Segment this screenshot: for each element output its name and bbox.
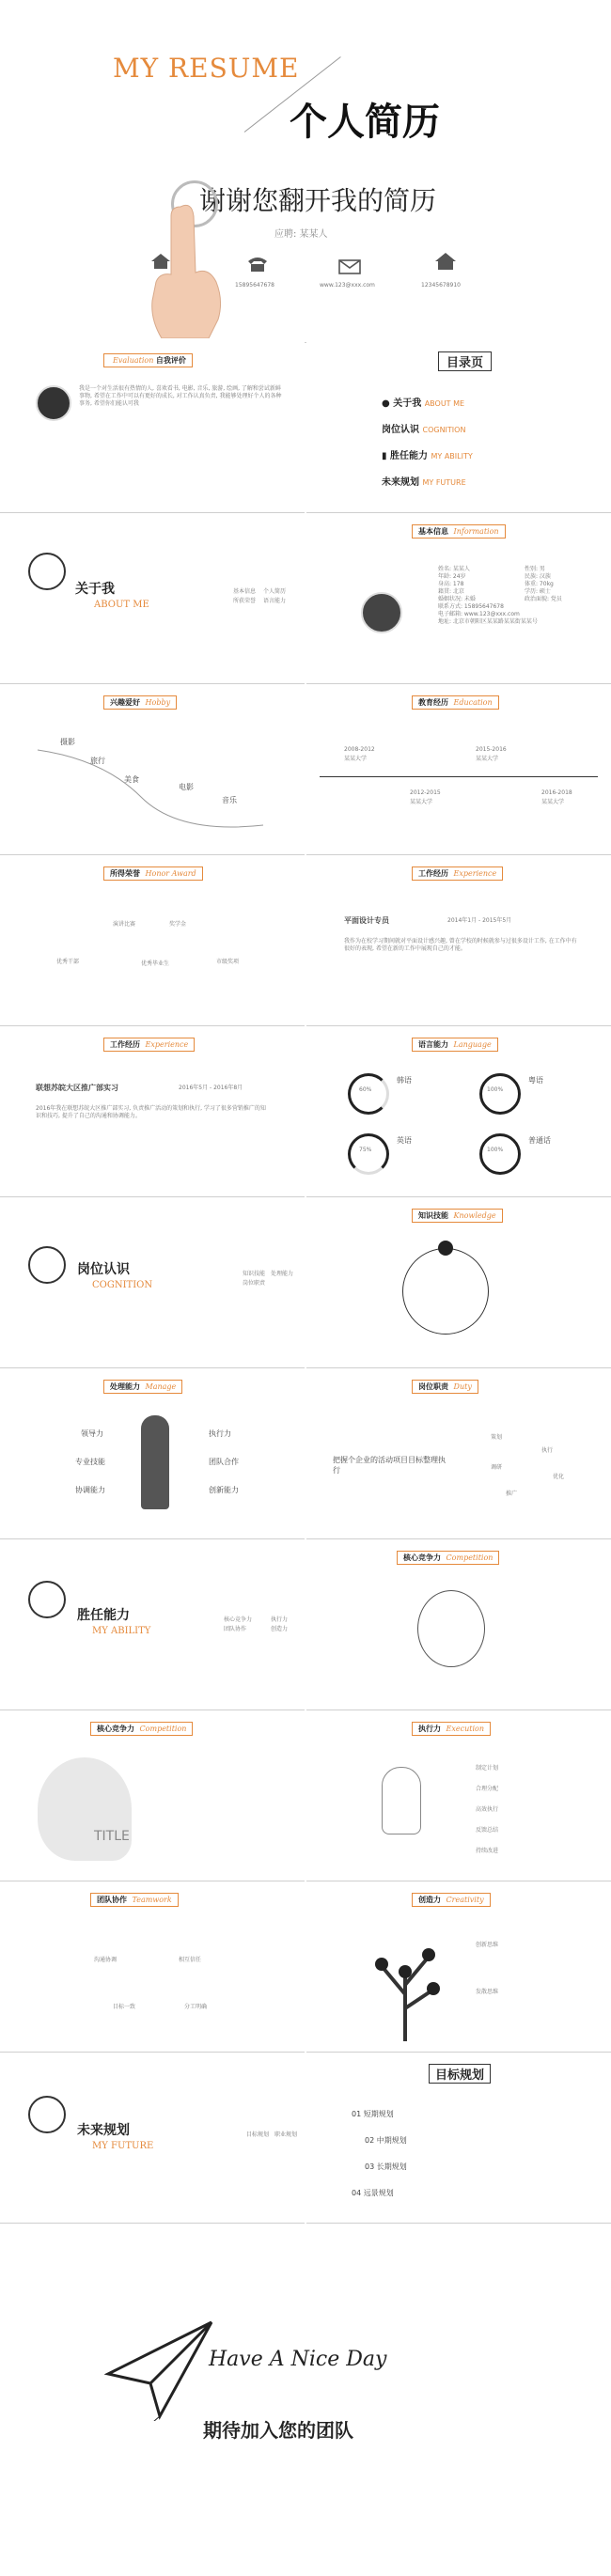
team-item-2: 相互信任 xyxy=(179,1957,202,1963)
about-cn: 关于我 xyxy=(75,582,115,597)
duty-tag xyxy=(412,1380,478,1394)
basic-row: 民族: 汉族 xyxy=(525,573,551,580)
honor-title: 所得荣誉 xyxy=(110,869,140,878)
work2-job: 联想苏皖大区推广部实习 xyxy=(36,1084,118,1092)
head-gear-icon xyxy=(417,1590,485,1667)
create-item-2: 发散思维 xyxy=(476,1989,499,1995)
lang-name-4: 普通话 xyxy=(528,1136,551,1145)
goal-title: 目标规划 xyxy=(429,2064,491,2084)
exec-item-3: 高效执行 xyxy=(476,1806,499,1813)
work1-en: Experience xyxy=(453,869,497,878)
about-item-3: 所获荣誉 xyxy=(233,598,257,604)
future-pen-icon xyxy=(28,2096,66,2133)
exec-tag xyxy=(412,1722,491,1736)
handle-en: Manage xyxy=(145,1382,177,1391)
mail-icon xyxy=(338,259,361,274)
create-title: 创造力 xyxy=(418,1896,441,1904)
cognition-item-3: 岗位职责 xyxy=(243,1280,266,1287)
slide-core1 xyxy=(306,1539,611,1710)
core1-title: 核心竞争力 xyxy=(403,1553,441,1562)
lang-name-3: 英语 xyxy=(397,1136,412,1145)
hobby-item-4: 电影 xyxy=(179,783,194,791)
toc-item-4-en: MY FUTURE xyxy=(422,478,466,487)
end-cn: 期待加入您的团队 xyxy=(203,2419,353,2442)
ability-en: MY ABILITY xyxy=(92,1626,151,1636)
bulb-icon xyxy=(382,1767,421,1834)
house-icon xyxy=(434,252,457,271)
exec-item-1: 制定计划 xyxy=(476,1765,499,1772)
toc-item-1-cn: 关于我 xyxy=(393,398,422,409)
toc-item-3-cn: 胜任能力 xyxy=(390,451,428,461)
basic-row: 联系方式: 15895647678 xyxy=(438,603,504,610)
work2-tag xyxy=(103,1038,195,1052)
cover-email: www.123@xxx.com xyxy=(320,282,375,289)
lang-en: Language xyxy=(453,1040,492,1049)
basic-row: 年龄: 24岁 xyxy=(438,573,466,580)
slide-about xyxy=(0,513,305,684)
slide-edu xyxy=(306,684,611,855)
hobby-item-5: 音乐 xyxy=(222,796,237,804)
team-item-4: 分工明确 xyxy=(184,2004,208,2010)
duty-item-2: 执行 xyxy=(541,1447,554,1454)
slide-future xyxy=(0,2053,305,2224)
cover-title-cn: 个人简历 xyxy=(290,101,440,144)
basic-row: 政治面貌: 党员 xyxy=(525,596,562,602)
goal-item-4: 04 远景规划 xyxy=(352,2189,394,2197)
self-eval-text: 我是一个对生活很有热情的人, 喜欢看书, 电影, 音乐, 旅游, 绘画, 了解和尝试新鲜事物, 希望在工作中可以有更好的成长, 对工作认真负责, 我能够处理好个人的各种事务, 希望你们能认可我 xyxy=(79,385,282,407)
handle-left-3: 协调能力 xyxy=(75,1486,105,1494)
toc-item-1-en: ABOUT ME xyxy=(424,399,465,408)
cognition-icon xyxy=(28,1246,66,1284)
edu-school: 某某大学 xyxy=(410,799,433,805)
cover-apply: 应聘: 某某人 xyxy=(274,229,328,240)
toc-title: 目录页 xyxy=(438,351,492,371)
about-item-4: 语言能力 xyxy=(263,598,287,604)
lang-title: 语言能力 xyxy=(418,1040,448,1049)
slide-knowledge xyxy=(306,1197,611,1368)
mic-icon: ● xyxy=(382,398,390,409)
core1-tag xyxy=(397,1551,499,1565)
work1-title: 工作经历 xyxy=(418,869,448,878)
slide-exec xyxy=(306,1710,611,1881)
basic-row: 姓名: 某某人 xyxy=(438,566,470,572)
chart-icon: ▮ xyxy=(382,451,387,461)
hobby-item-1: 摄影 xyxy=(60,738,75,746)
future-en: MY FUTURE xyxy=(92,2141,154,2151)
handle-left-2: 专业技能 xyxy=(75,1458,105,1466)
ability-item-4: 创造力 xyxy=(271,1626,289,1632)
handle-right-2: 团队合作 xyxy=(209,1458,239,1466)
duty-item-4: 优化 xyxy=(553,1474,565,1480)
slide-handle xyxy=(0,1368,305,1539)
basic-en: Information xyxy=(453,527,499,536)
honor-item-5: 市级奖项 xyxy=(216,959,240,965)
future-item-1: 目标规划 xyxy=(246,2131,270,2138)
cover-phone: 15895647678 xyxy=(235,282,274,289)
core2-en: Competition xyxy=(139,1725,187,1733)
work1-job: 平面设计专员 xyxy=(344,916,389,925)
lang-ring-4 xyxy=(479,1133,521,1175)
basic-rows xyxy=(438,566,598,626)
hobby-tag xyxy=(103,695,177,710)
edu-en: Education xyxy=(453,698,493,707)
toc-item-4 xyxy=(382,474,466,488)
edu-school: 某某大学 xyxy=(476,756,499,762)
basic-row: 籍贯: 北京 xyxy=(438,588,464,595)
cognition-item-2: 处理能力 xyxy=(271,1271,294,1277)
slide-core2 xyxy=(0,1710,305,1881)
honor-item-2: 演讲比赛 xyxy=(113,921,136,928)
honor-item-1: 优秀干部 xyxy=(56,959,80,965)
cover-title-en: MY RESUME xyxy=(113,53,300,84)
cover-thanks: 谢谢您翻开我的简历 xyxy=(199,185,437,216)
lang-ring-2 xyxy=(479,1073,521,1115)
core2-title: 核心竞争力 xyxy=(97,1725,134,1733)
edu-title: 教育经历 xyxy=(418,698,448,707)
slide-duty xyxy=(306,1368,611,1539)
handle-title: 处理能力 xyxy=(110,1382,140,1391)
knowledge-en: Knowledge xyxy=(453,1211,496,1220)
basic-title: 基本信息 xyxy=(418,527,448,536)
duty-item-3: 调研 xyxy=(491,1464,503,1471)
team-tag xyxy=(90,1893,179,1907)
lang-score-2: 100% xyxy=(487,1086,504,1093)
exec-en: Execution xyxy=(446,1725,485,1733)
edu-timeline xyxy=(320,776,598,777)
ability-item-2: 执行力 xyxy=(271,1616,289,1623)
edu-year: 2015-2016 xyxy=(476,746,507,753)
slide-work1 xyxy=(306,855,611,1026)
end-slide xyxy=(0,2224,611,2576)
toc-item-3 xyxy=(382,447,473,461)
honor-item-3: 奖学金 xyxy=(169,921,187,928)
duty-item-5: 推广 xyxy=(506,1491,518,1497)
slide-toc xyxy=(306,342,611,513)
phone-icon xyxy=(246,256,269,273)
duty-en: Duty xyxy=(453,1382,472,1391)
goal-item-1: 01 短期规划 xyxy=(352,2110,394,2118)
hobby-title: 兴趣爱好 xyxy=(110,698,140,707)
work2-title: 工作经历 xyxy=(110,1040,140,1049)
future-cn: 未来规划 xyxy=(77,2123,130,2138)
handle-right-3: 创新能力 xyxy=(209,1486,239,1494)
work2-text: 2016年我在联想苏皖大区推广部实习, 负责推广活动的策划和执行, 学习了很多营销推广的知识和技巧, 提升了自己的沟通和协调能力。 xyxy=(36,1105,266,1119)
about-en: ABOUT ME xyxy=(94,600,149,610)
work1-tag xyxy=(412,866,503,881)
toc-item-1 xyxy=(382,395,464,409)
cognition-en: COGNITION xyxy=(92,1280,153,1290)
team-item-1: 沟通协调 xyxy=(94,1957,118,1963)
future-item-2: 职业规划 xyxy=(274,2131,298,2138)
ability-cn: 胜任能力 xyxy=(77,1608,130,1623)
edu-tag xyxy=(412,695,499,710)
exec-item-2: 合理分配 xyxy=(476,1786,499,1792)
work1-text: 我作为在校学习期间就对平面设计感兴趣, 曾在学校的时候就参与过很多设计工作, 在工作中有很好的表现, 希望在新的工作中展现自己的才能。 xyxy=(344,938,577,952)
duty-title: 岗位职责 xyxy=(418,1382,448,1391)
handle-right-1: 执行力 xyxy=(209,1429,231,1438)
slide-hobby xyxy=(0,684,305,855)
person-icon xyxy=(141,1415,169,1509)
honor-item-4: 优秀毕业生 xyxy=(141,960,170,967)
toc-item-2-en: COGNITION xyxy=(422,426,466,434)
slide-lang xyxy=(306,1026,611,1197)
slide-basic xyxy=(306,513,611,684)
create-en: Creativity xyxy=(446,1896,484,1904)
handle-left-1: 领导力 xyxy=(81,1429,103,1438)
lang-ring-1 xyxy=(348,1073,389,1115)
slide-goal xyxy=(306,2053,611,2224)
hobby-item-2: 旅行 xyxy=(90,757,105,765)
slide-cognition xyxy=(0,1197,305,1368)
slide-team xyxy=(0,1881,305,2053)
slide-create xyxy=(306,1881,611,2053)
work1-date: 2014年1月 - 2015年5月 xyxy=(447,917,512,924)
basic-row: 学历: 硕士 xyxy=(525,588,551,595)
lang-name-1: 韩语 xyxy=(397,1076,412,1085)
tree-icon xyxy=(363,1938,447,2041)
about-mic-icon xyxy=(28,553,66,590)
toc-item-3-en: MY ABILITY xyxy=(431,452,473,461)
lang-ring-3 xyxy=(348,1133,389,1175)
slide-honor xyxy=(0,855,305,1026)
slide-ability xyxy=(0,1539,305,1710)
paper-plane-icon xyxy=(103,2318,216,2421)
basic-rows-right xyxy=(525,566,562,603)
avatar xyxy=(36,385,71,421)
ability-item-3: 团队协作 xyxy=(224,1626,247,1632)
slide-work2 xyxy=(0,1026,305,1197)
cognition-cn: 岗位认识 xyxy=(77,1262,130,1277)
goal-item-3: 03 长期规划 xyxy=(365,2162,407,2171)
edu-school: 某某大学 xyxy=(541,799,565,805)
head-silhouette-icon xyxy=(38,1757,132,1861)
knowledge-tag xyxy=(412,1209,503,1223)
slide-self-eval xyxy=(0,342,305,513)
basic-row: 电子邮箱: www.123@xxx.com xyxy=(438,611,520,617)
duty-text: 把握个企业的活动项目目标整理执行 xyxy=(333,1456,446,1475)
exec-item-5: 持续改进 xyxy=(476,1848,499,1854)
basic-row: 性别: 男 xyxy=(525,566,545,572)
basic-row: 婚姻状况: 未婚 xyxy=(438,596,476,602)
home-icon xyxy=(150,252,171,271)
edu-school: 某某大学 xyxy=(344,756,368,762)
edu-year: 2008-2012 xyxy=(344,746,375,753)
work2-date: 2016年5月 - 2016年8月 xyxy=(179,1085,243,1091)
create-item-1: 创新思维 xyxy=(476,1942,499,1948)
toc-item-2 xyxy=(382,421,465,435)
knowledge-ring xyxy=(402,1248,489,1335)
lang-tag xyxy=(412,1038,498,1052)
core2-tag-text: TITLE xyxy=(94,1829,130,1844)
core2-tag xyxy=(90,1722,193,1736)
basic-row: 体重: 70kg xyxy=(525,581,554,587)
toc-item-2-cn: 岗位认识 xyxy=(382,425,419,435)
edu-year: 2016-2018 xyxy=(541,789,572,796)
ability-item-1: 核心竞争力 xyxy=(224,1616,253,1623)
goal-item-2: 02 中期规划 xyxy=(365,2136,407,2145)
exec-item-4: 反馈总结 xyxy=(476,1827,499,1834)
team-en: Teamwork xyxy=(132,1896,172,1904)
hobby-item-3: 美食 xyxy=(124,775,139,784)
hobby-en: Hobby xyxy=(145,698,171,707)
knowledge-dot xyxy=(438,1241,453,1256)
honor-en: Honor Award xyxy=(145,869,196,878)
exec-title: 执行力 xyxy=(418,1725,441,1733)
about-item-1: 基本信息 xyxy=(233,588,257,595)
honor-tag xyxy=(103,866,203,881)
handle-tag xyxy=(103,1380,182,1394)
basic-avatar xyxy=(361,592,402,633)
cover-address: 12345678910 xyxy=(421,282,461,289)
toc-item-4-cn: 未来规划 xyxy=(382,477,419,488)
lang-score-4: 100% xyxy=(487,1147,504,1153)
lang-name-2: 粤语 xyxy=(528,1076,543,1085)
work2-en: Experience xyxy=(145,1040,189,1049)
self-eval-tag xyxy=(103,353,193,367)
basic-row: 身高: 178 xyxy=(438,581,464,587)
duty-item-1: 策划 xyxy=(491,1434,503,1441)
create-tag xyxy=(412,1893,491,1907)
cover-slide xyxy=(0,0,611,343)
lang-score-3: 75% xyxy=(359,1147,372,1153)
edu-year: 2012-2015 xyxy=(410,789,441,796)
ability-chart-icon xyxy=(28,1581,66,1618)
team-title: 团队协作 xyxy=(97,1896,127,1904)
self-eval-title: 自我评价 xyxy=(155,356,186,365)
core1-en: Competition xyxy=(446,1553,494,1562)
basic-row: 地址: 北京市朝阳区某某路某某街某某号 xyxy=(438,618,538,625)
cognition-item-1: 知识技能 xyxy=(243,1271,266,1277)
lang-score-1: 60% xyxy=(359,1086,372,1093)
basic-tag xyxy=(412,524,506,539)
team-item-3: 目标一致 xyxy=(113,2004,136,2010)
end-en: Have A Nice Day xyxy=(209,2348,387,2371)
about-item-2: 个人简历 xyxy=(263,588,287,595)
self-eval-en: Evaluation xyxy=(113,356,154,365)
knowledge-title: 知识技能 xyxy=(418,1211,448,1220)
